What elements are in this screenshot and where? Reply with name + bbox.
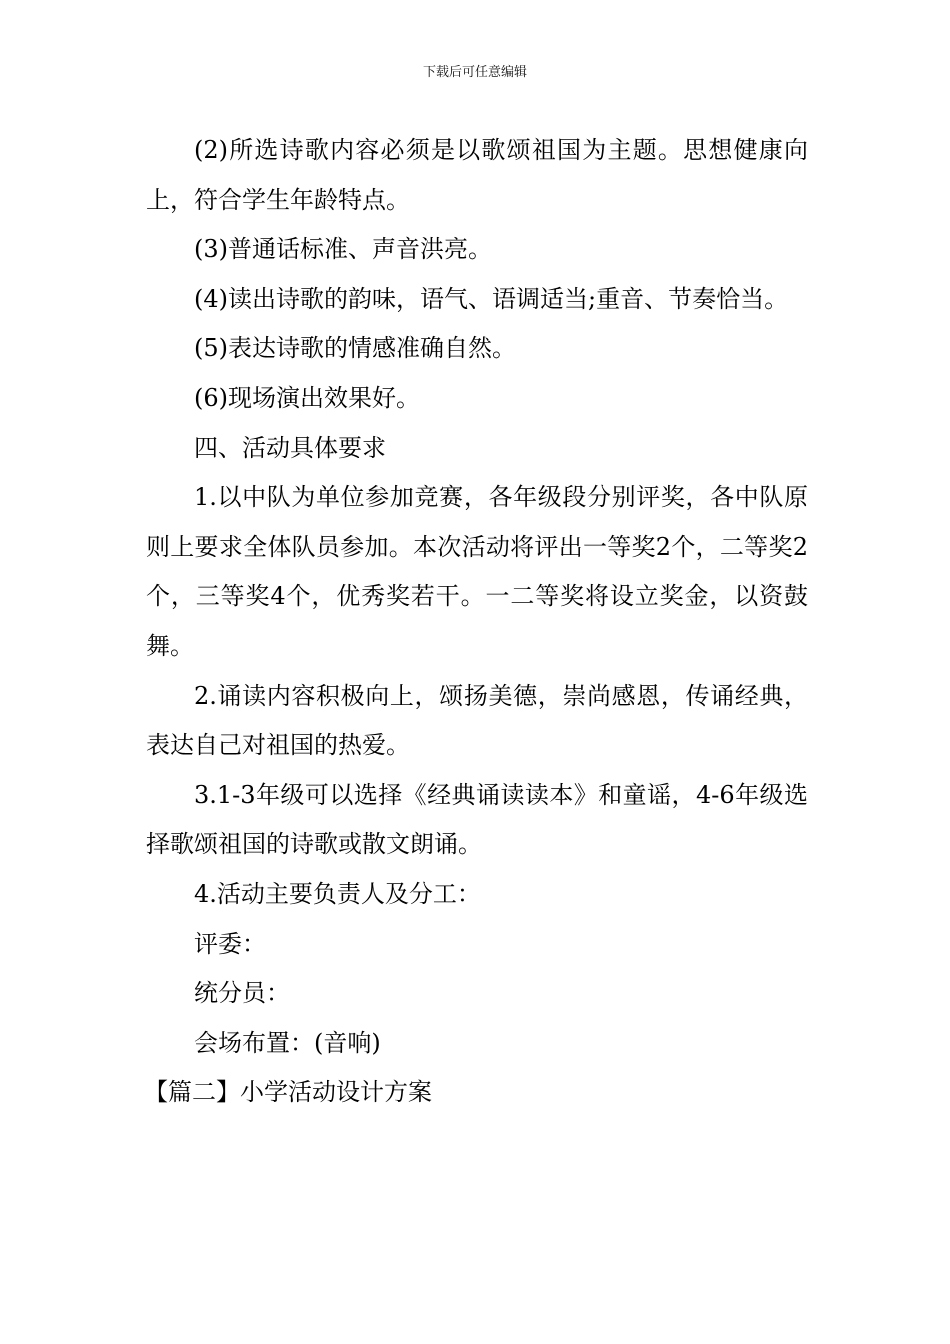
document-body <box>146 126 808 1118</box>
paragraph-criteria-5: (5)表达诗歌的情感准确自然。 <box>194 334 516 363</box>
section-heading-part-two: 【篇二】小学活动设计方案 <box>144 1078 432 1107</box>
paragraph-venue-setup: 会场布置：(音响) <box>194 1028 381 1057</box>
paragraph-criteria-6: (6)现场演出效果好。 <box>194 383 420 412</box>
paragraph-requirement-2: 2.诵读内容积极向上，颂扬美德，崇尚感恩，传诵经典，表达自己对祖国的热爱。 <box>146 681 808 760</box>
paragraph-criteria-4: (4)读出诗歌的韵味，语气、语调适当;重音、节奏恰当。 <box>194 284 789 313</box>
paragraph-requirement-4: 4.活动主要负责人及分工： <box>194 879 481 908</box>
paragraph-judges: 评委： <box>194 929 266 958</box>
paragraph-requirement-1: 1.以中队为单位参加竞赛，各年级段分别评奖，各中队原则上要求全体队员参加。本次活动将评出一等奖2个，二等奖2个，三等奖4个，优秀奖若干。一二等奖将设立奖金，以资鼓舞。 <box>146 483 808 660</box>
page-header: 下载后可任意编辑 <box>422 65 527 80</box>
paragraph-criteria-3: (3)普通话标准、声音洪亮。 <box>194 235 492 264</box>
paragraph-scorers: 统分员： <box>194 979 290 1008</box>
paragraph-criteria-2: (2)所选诗歌内容必须是以歌颂祖国为主题。思想健康向上，符合学生年龄特点。 <box>146 136 808 214</box>
paragraph-requirement-3: 3.1-3年级可以选择《经典诵读读本》和童谣，4-6年级选择歌颂祖国的诗歌或散文朗诵。 <box>146 780 808 859</box>
section-title-requirements: 四、活动具体要求 <box>194 433 386 462</box>
